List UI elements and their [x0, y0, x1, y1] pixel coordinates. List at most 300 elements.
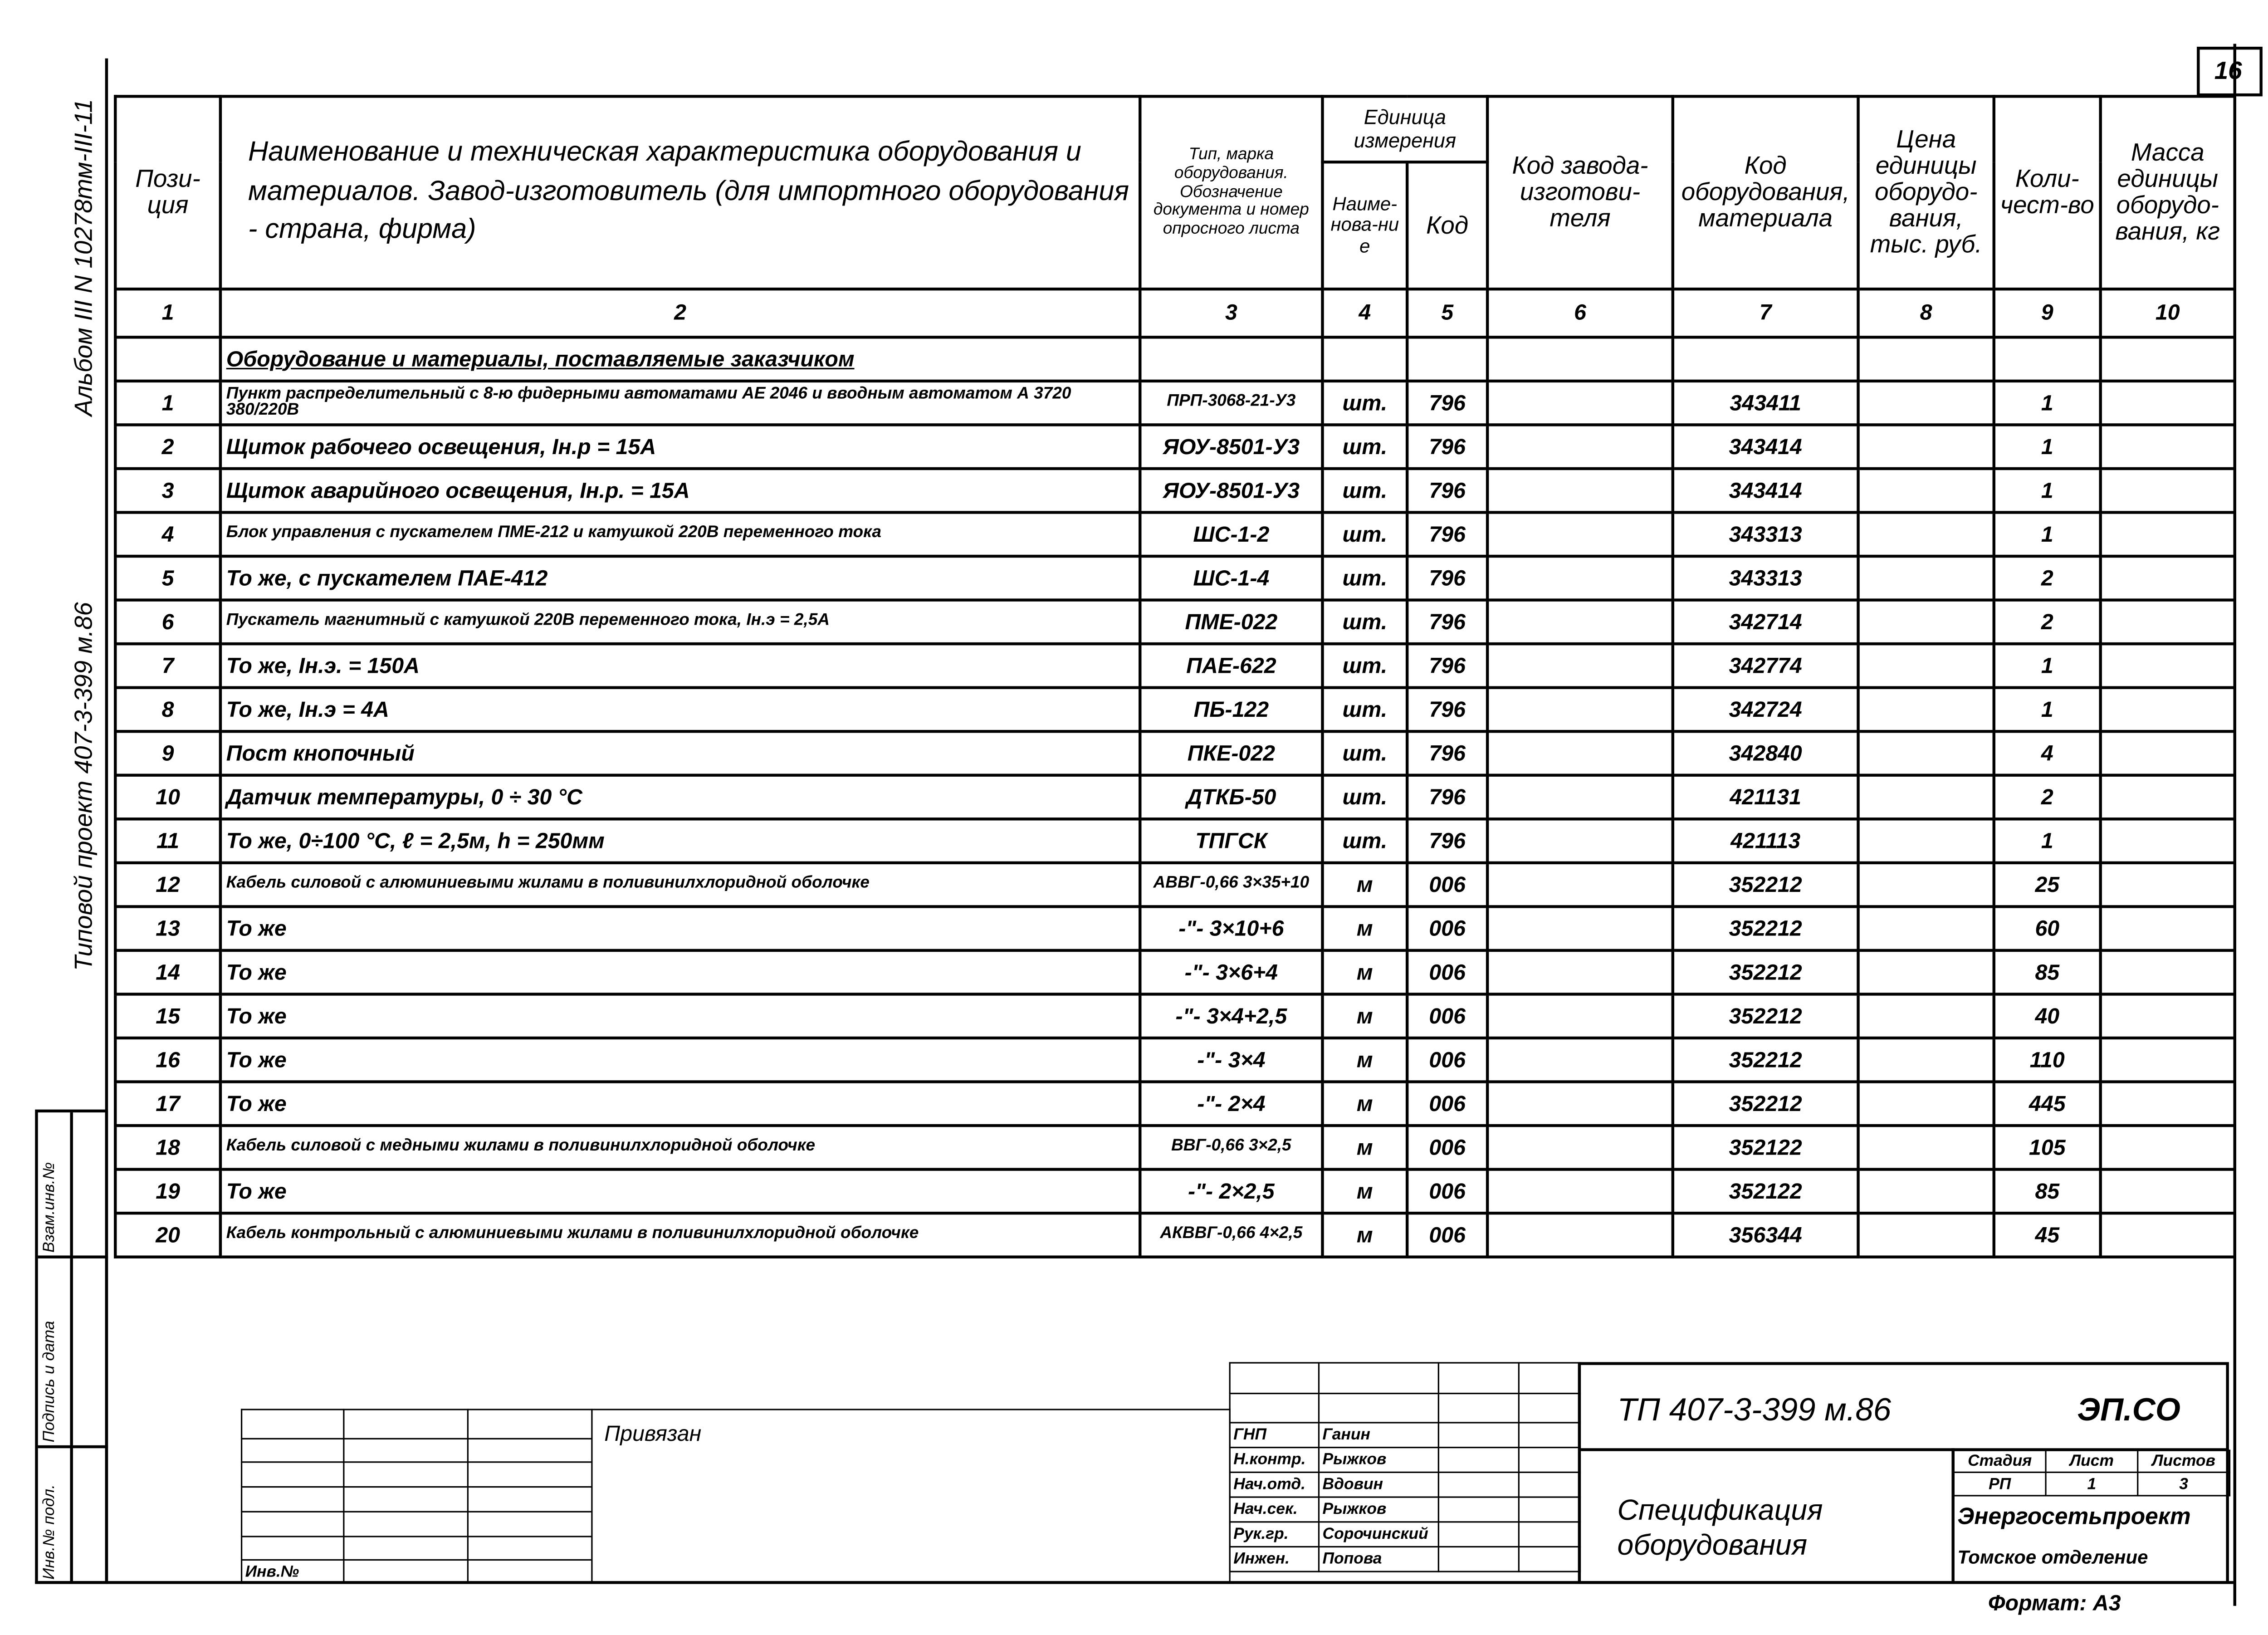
equipment-code-cell: 352122 [1673, 1170, 1858, 1214]
signer-role: Инжен. [1230, 1547, 1319, 1571]
type-cell: -"- 3×4 [1140, 1038, 1322, 1082]
name-cell: То же [220, 950, 1140, 994]
mass-cell [2101, 425, 2235, 469]
stage-table [1953, 1449, 2230, 1496]
price-cell [1858, 469, 1994, 513]
mass-cell [2101, 600, 2235, 644]
table-row [115, 1213, 2235, 1257]
price-cell [1858, 381, 1994, 425]
mass-cell [2101, 950, 2235, 994]
price-cell [1858, 513, 1994, 557]
position-cell: 14 [115, 950, 220, 994]
type-cell: ШС-1-2 [1140, 513, 1322, 557]
column-number: 9 [1994, 289, 2101, 337]
unit-code-cell: 796 [1407, 775, 1487, 819]
table-row [115, 731, 2235, 775]
name-cell: То же, Iн.э = 4А [220, 688, 1140, 732]
unit-cell: шт. [1323, 556, 1408, 600]
signer-name: Сорочинский [1319, 1522, 1438, 1547]
plant-code-cell [1487, 469, 1673, 513]
album-label: Альбом III N 10278тм-III-11 [70, 99, 98, 416]
plant-code-cell [1487, 906, 1673, 950]
name-cell: То же [220, 1082, 1140, 1126]
header-name: Наименование и техническая характеристика оборудования и материалов. Завод-изготовитель (для импортного оборудования - страна, фирма) [220, 96, 1140, 289]
signature-cell [1438, 1472, 1519, 1497]
unit-code-cell: 796 [1407, 819, 1487, 863]
stage-value: РП [1954, 1472, 2046, 1495]
unit-code-cell: 796 [1407, 513, 1487, 557]
type-cell: АКВВГ-0,66 4×2,5 [1140, 1213, 1322, 1257]
mass-cell [2101, 469, 2235, 513]
equipment-code-cell: 343313 [1673, 513, 1858, 557]
position-cell: 15 [115, 994, 220, 1038]
mass-cell [2101, 381, 2235, 425]
binding-label: Привязан [592, 1410, 1230, 1583]
type-cell: ПКЕ-022 [1140, 731, 1322, 775]
unit-code-cell: 796 [1407, 469, 1487, 513]
signature-cell [1438, 1448, 1519, 1473]
organization-name: Энергосетьпроект [1957, 1505, 2191, 1530]
table-row [115, 513, 2235, 557]
date-cell [1519, 1522, 1580, 1547]
position-cell: 19 [115, 1170, 220, 1214]
column-number: 3 [1140, 289, 1322, 337]
plant-code-cell [1487, 1213, 1673, 1257]
type-cell: -"- 3×10+6 [1140, 906, 1322, 950]
signer-role: Н.контр. [1230, 1448, 1319, 1473]
price-cell [1858, 906, 1994, 950]
sheet-label: Лист [2046, 1450, 2138, 1472]
unit-cell: шт. [1323, 469, 1408, 513]
quantity-cell: 105 [1994, 1126, 2101, 1170]
unit-code-cell: 796 [1407, 381, 1487, 425]
equipment-code-cell: 342724 [1673, 688, 1858, 732]
specification-table [114, 95, 2236, 1258]
unit-cell: шт. [1323, 731, 1408, 775]
signer-row [1230, 1448, 1580, 1473]
binding-block [241, 1409, 1231, 1584]
equipment-code-cell: 343414 [1673, 469, 1858, 513]
position-cell: 5 [115, 556, 220, 600]
sheet-number: 16 [2214, 57, 2242, 85]
table-row [115, 775, 2235, 819]
position-cell: 17 [115, 1082, 220, 1126]
mass-cell [2101, 731, 2235, 775]
price-cell [1858, 731, 1994, 775]
position-cell: 4 [115, 513, 220, 557]
equipment-code-cell: 343313 [1673, 556, 1858, 600]
quantity-cell: 2 [1994, 600, 2101, 644]
stamp-signature-date: Подпись и дата [41, 1321, 59, 1443]
title-block [1578, 1362, 2229, 1584]
unit-cell: м [1323, 1082, 1408, 1126]
mass-cell [2101, 1213, 2235, 1257]
column-number: 2 [220, 289, 1140, 337]
position-cell: 9 [115, 731, 220, 775]
position-cell: 16 [115, 1038, 220, 1082]
plant-code-cell [1487, 688, 1673, 732]
column-number: 7 [1673, 289, 1858, 337]
header-equip-code: Код оборудования, материала [1673, 96, 1858, 289]
type-cell: ПМЕ-022 [1140, 600, 1322, 644]
column-number: 10 [2101, 289, 2235, 337]
table-row [115, 1038, 2235, 1082]
signer-role: Нач.сек. [1230, 1497, 1319, 1522]
table-row [115, 600, 2235, 644]
quantity-cell: 85 [1994, 1170, 2101, 1214]
name-cell: Щиток аварийного освещения, Iн.р. = 15А [220, 469, 1140, 513]
date-cell [1519, 1497, 1580, 1522]
unit-code-cell: 796 [1407, 556, 1487, 600]
name-cell: Щиток рабочего освещения, Iн.р = 15А [220, 425, 1140, 469]
unit-cell: м [1323, 1170, 1408, 1214]
quantity-cell: 45 [1994, 1213, 2101, 1257]
equipment-code-cell: 421113 [1673, 819, 1858, 863]
plant-code-cell [1487, 513, 1673, 557]
equipment-code-cell: 352212 [1673, 863, 1858, 907]
table-row [115, 469, 2235, 513]
name-cell: Кабель силовой с алюминиевыми жилами в поливинилхлоридной оболочке [220, 863, 1140, 907]
plant-code-cell [1487, 644, 1673, 688]
type-cell: -"- 2×2,5 [1140, 1170, 1322, 1214]
quantity-cell: 60 [1994, 906, 2101, 950]
equipment-code-cell: 343414 [1673, 425, 1858, 469]
date-cell [1519, 1547, 1580, 1571]
mass-cell [2101, 819, 2235, 863]
table-row [115, 1170, 2235, 1214]
type-cell: ДТКБ-50 [1140, 775, 1322, 819]
position-cell: 8 [115, 688, 220, 732]
equipment-code-cell: 421131 [1673, 775, 1858, 819]
unit-code-cell: 006 [1407, 1038, 1487, 1082]
unit-cell: м [1323, 994, 1408, 1038]
table-row [115, 1126, 2235, 1170]
signature-cell [1438, 1497, 1519, 1522]
quantity-cell: 1 [1994, 513, 2101, 557]
price-cell [1858, 425, 1994, 469]
table-row [115, 425, 2235, 469]
equipment-code-cell: 343411 [1673, 381, 1858, 425]
name-cell: То же, Iн.э. = 150А [220, 644, 1140, 688]
column-number: 4 [1323, 289, 1408, 337]
plant-code-cell [1487, 863, 1673, 907]
unit-cell: шт. [1323, 688, 1408, 732]
date-cell [1519, 1423, 1580, 1448]
stage-label: Стадия [1954, 1450, 2046, 1472]
name-cell: То же, с пускателем ПАЕ-412 [220, 556, 1140, 600]
plant-code-cell [1487, 1038, 1673, 1082]
equipment-code-cell: 352212 [1673, 1082, 1858, 1126]
mass-cell [2101, 688, 2235, 732]
quantity-cell: 445 [1994, 1082, 2101, 1126]
unit-code-cell: 796 [1407, 731, 1487, 775]
unit-cell: шт. [1323, 819, 1408, 863]
header-position: Пози-ция [115, 96, 220, 289]
table-row [115, 950, 2235, 994]
mass-cell [2101, 556, 2235, 600]
unit-cell: м [1323, 906, 1408, 950]
quantity-cell: 1 [1994, 425, 2101, 469]
unit-code-cell: 796 [1407, 425, 1487, 469]
unit-cell: м [1323, 863, 1408, 907]
mass-cell [2101, 906, 2235, 950]
signer-row [1230, 1472, 1580, 1497]
signer-name: Рыжков [1319, 1497, 1438, 1522]
quantity-cell: 1 [1994, 819, 2101, 863]
type-cell: ПРП-3068-21-У3 [1140, 381, 1322, 425]
paper-format: Формат: А3 [1988, 1591, 2121, 1616]
unit-cell: м [1323, 1213, 1408, 1257]
unit-code-cell: 796 [1407, 600, 1487, 644]
plant-code-cell [1487, 994, 1673, 1038]
plant-code-cell [1487, 950, 1673, 994]
price-cell [1858, 819, 1994, 863]
quantity-cell: 2 [1994, 556, 2101, 600]
type-cell: ТПГСК [1140, 819, 1322, 863]
table-row [115, 906, 2235, 950]
name-cell: Пускатель магнитный с катушкой 220В переменного тока, Iн.э = 2,5А [220, 600, 1140, 644]
signer-row [1230, 1522, 1580, 1547]
mass-cell [2101, 863, 2235, 907]
date-cell [1519, 1472, 1580, 1497]
name-cell: Кабель контрольный с алюминиевыми жилами в поливинилхлоридной оболочке [220, 1213, 1140, 1257]
table-row [115, 644, 2235, 688]
name-cell: Пост кнопочный [220, 731, 1140, 775]
equipment-code-cell: 342840 [1673, 731, 1858, 775]
name-cell: То же [220, 1038, 1140, 1082]
equipment-code-cell: 352212 [1673, 906, 1858, 950]
unit-cell: шт. [1323, 644, 1408, 688]
unit-cell: шт. [1323, 600, 1408, 644]
column-number: 6 [1487, 289, 1673, 337]
name-cell: Пункт распределительный с 8-ю фидерными автоматами АЕ 2046 и вводным автоматом А 3720 380/220В [220, 381, 1140, 425]
quantity-cell: 1 [1994, 469, 2101, 513]
signer-role: ГНП [1230, 1423, 1319, 1448]
header-qty: Коли-чест-во [1994, 96, 2101, 289]
section-row [115, 337, 2235, 381]
unit-cell: шт. [1323, 513, 1408, 557]
unit-code-cell: 006 [1407, 1213, 1487, 1257]
document-code: ТП 407-3-399 м.86 [1617, 1391, 1892, 1428]
header-unit-name: Наиме-нова-ние [1323, 162, 1408, 289]
inv-number-label: Инв.№ [242, 1560, 344, 1583]
table-row [115, 381, 2235, 425]
unit-cell: м [1323, 950, 1408, 994]
price-cell [1858, 688, 1994, 732]
signer-row [1230, 1547, 1580, 1571]
table-row [115, 819, 2235, 863]
equipment-code-cell: 352212 [1673, 950, 1858, 994]
type-cell: -"- 3×6+4 [1140, 950, 1322, 994]
unit-cell: шт. [1323, 381, 1408, 425]
position-cell: 12 [115, 863, 220, 907]
price-cell [1858, 994, 1994, 1038]
mass-cell [2101, 775, 2235, 819]
price-cell [1858, 1126, 1994, 1170]
plant-code-cell [1487, 556, 1673, 600]
document-title: Спецификация оборудования [1617, 1495, 1823, 1562]
position-cell: 10 [115, 775, 220, 819]
price-cell [1858, 1213, 1994, 1257]
equipment-code-cell: 352122 [1673, 1126, 1858, 1170]
signer-role: Рук.гр. [1230, 1522, 1319, 1547]
mass-cell [2101, 994, 2235, 1038]
table-row [115, 1082, 2235, 1126]
unit-code-cell: 006 [1407, 1082, 1487, 1126]
position-cell: 11 [115, 819, 220, 863]
sheet-number-box [2197, 47, 2263, 96]
signer-role: Нач.отд. [1230, 1472, 1319, 1497]
header-price: Цена единицы оборудо-вания, тыс. руб. [1858, 96, 1994, 289]
signer-name: Рыжков [1319, 1448, 1438, 1473]
name-cell: Датчик температуры, 0 ÷ 30 °С [220, 775, 1140, 819]
type-cell: -"- 2×4 [1140, 1082, 1322, 1126]
plant-code-cell [1487, 1170, 1673, 1214]
signer-name: Ганин [1319, 1423, 1438, 1448]
table-row [115, 863, 2235, 907]
position-cell: 7 [115, 644, 220, 688]
plant-code-cell [1487, 1082, 1673, 1126]
project-label: Типовой проект 407-3-399 м.86 [70, 602, 98, 971]
type-cell: ПБ-122 [1140, 688, 1322, 732]
signature-table [1229, 1362, 1581, 1572]
quantity-cell: 110 [1994, 1038, 2101, 1082]
document-mark: ЭП.СО [2077, 1391, 2180, 1428]
unit-cell: шт. [1323, 775, 1408, 819]
header-type: Тип, марка оборудования. Обозначение документа и номер опросного листа [1140, 96, 1322, 289]
sheet-value: 1 [2046, 1472, 2138, 1495]
equipment-code-cell: 356344 [1673, 1213, 1858, 1257]
unit-code-cell: 006 [1407, 863, 1487, 907]
plant-code-cell [1487, 600, 1673, 644]
name-cell: То же, 0÷100 °С, ℓ = 2,5м, h = 250мм [220, 819, 1140, 863]
column-number: 8 [1858, 289, 1994, 337]
department-name: Томское отделение [1957, 1546, 2148, 1568]
price-cell [1858, 1170, 1994, 1214]
plant-code-cell [1487, 425, 1673, 469]
unit-code-cell: 796 [1407, 644, 1487, 688]
sheets-label: Листов [2138, 1450, 2230, 1472]
equipment-code-cell: 352212 [1673, 994, 1858, 1038]
equipment-code-cell: 352212 [1673, 1038, 1858, 1082]
price-cell [1858, 556, 1994, 600]
type-cell: АВВГ-0,66 3×35+10 [1140, 863, 1322, 907]
plant-code-cell [1487, 731, 1673, 775]
price-cell [1858, 1082, 1994, 1126]
unit-code-cell: 006 [1407, 950, 1487, 994]
quantity-cell: 85 [1994, 950, 2101, 994]
mass-cell [2101, 644, 2235, 688]
position-cell: 18 [115, 1126, 220, 1170]
position-cell: 1 [115, 381, 220, 425]
column-number: 1 [115, 289, 220, 337]
plant-code-cell [1487, 819, 1673, 863]
sheets-value: 3 [2138, 1472, 2230, 1495]
position-cell: 13 [115, 906, 220, 950]
unit-code-cell: 006 [1407, 906, 1487, 950]
mass-cell [2101, 1038, 2235, 1082]
header-plant-code: Код завода-изготови-теля [1487, 96, 1673, 289]
quantity-cell: 4 [1994, 731, 2101, 775]
quantity-cell: 2 [1994, 775, 2101, 819]
name-cell: То же [220, 994, 1140, 1038]
header-unit-code: Код [1407, 162, 1487, 289]
mass-cell [2101, 1170, 2235, 1214]
position-cell: 2 [115, 425, 220, 469]
plant-code-cell [1487, 775, 1673, 819]
price-cell [1858, 775, 1994, 819]
unit-cell: м [1323, 1126, 1408, 1170]
type-cell: ПАЕ-622 [1140, 644, 1322, 688]
mass-cell [2101, 1082, 2235, 1126]
type-cell: ЯОУ-8501-У3 [1140, 425, 1322, 469]
quantity-cell: 1 [1994, 644, 2101, 688]
signer-row [1230, 1497, 1580, 1522]
unit-cell: м [1323, 1038, 1408, 1082]
equipment-code-cell: 342714 [1673, 600, 1858, 644]
quantity-cell: 40 [1994, 994, 2101, 1038]
table-row [115, 994, 2235, 1038]
header-mass: Масса единицы оборудо-вания, кг [2101, 96, 2235, 289]
column-number: 5 [1407, 289, 1487, 337]
column-number-row [115, 289, 2235, 337]
name-cell: Блок управления с пускателем ПМЕ-212 и катушкой 220В переменного тока [220, 513, 1140, 557]
signer-name: Попова [1319, 1547, 1438, 1571]
unit-code-cell: 006 [1407, 1170, 1487, 1214]
unit-cell: шт. [1323, 425, 1408, 469]
position-cell: 20 [115, 1213, 220, 1257]
table-row [115, 688, 2235, 732]
type-cell: ЯОУ-8501-У3 [1140, 469, 1322, 513]
header-unit-group: Единица измерения [1323, 96, 1488, 162]
stamp-replace-inv: Взам.инв.№ [41, 1162, 59, 1253]
unit-code-cell: 006 [1407, 1126, 1487, 1170]
table-row [115, 556, 2235, 600]
unit-code-cell: 796 [1407, 688, 1487, 732]
signer-row [1230, 1423, 1580, 1448]
quantity-cell: 1 [1994, 381, 2101, 425]
signature-cell [1438, 1423, 1519, 1448]
price-cell [1858, 950, 1994, 994]
name-cell: То же [220, 906, 1140, 950]
type-cell: ВВГ-0,66 3×2,5 [1140, 1126, 1322, 1170]
position-cell: 6 [115, 600, 220, 644]
price-cell [1858, 600, 1994, 644]
price-cell [1858, 644, 1994, 688]
price-cell [1858, 1038, 1994, 1082]
equipment-code-cell: 342774 [1673, 644, 1858, 688]
quantity-cell: 1 [1994, 688, 2101, 732]
type-cell: ШС-1-4 [1140, 556, 1322, 600]
price-cell [1858, 863, 1994, 907]
signature-cell [1438, 1547, 1519, 1571]
mass-cell [2101, 513, 2235, 557]
type-cell: -"- 3×4+2,5 [1140, 994, 1322, 1038]
signature-cell [1438, 1522, 1519, 1547]
name-cell: Кабель силовой с медными жилами в поливинилхлоридной оболочке [220, 1126, 1140, 1170]
position-cell: 3 [115, 469, 220, 513]
date-cell [1519, 1448, 1580, 1473]
quantity-cell: 25 [1994, 863, 2101, 907]
stamp-inv-original: Инв.№ подл. [41, 1484, 59, 1580]
side-stamp [35, 1110, 108, 1584]
name-cell: То же [220, 1170, 1140, 1214]
plant-code-cell [1487, 1126, 1673, 1170]
plant-code-cell [1487, 381, 1673, 425]
signer-name: Вдовин [1319, 1472, 1438, 1497]
section-title: Оборудование и материалы, поставляемые заказчиком [220, 337, 1140, 381]
unit-code-cell: 006 [1407, 994, 1487, 1038]
